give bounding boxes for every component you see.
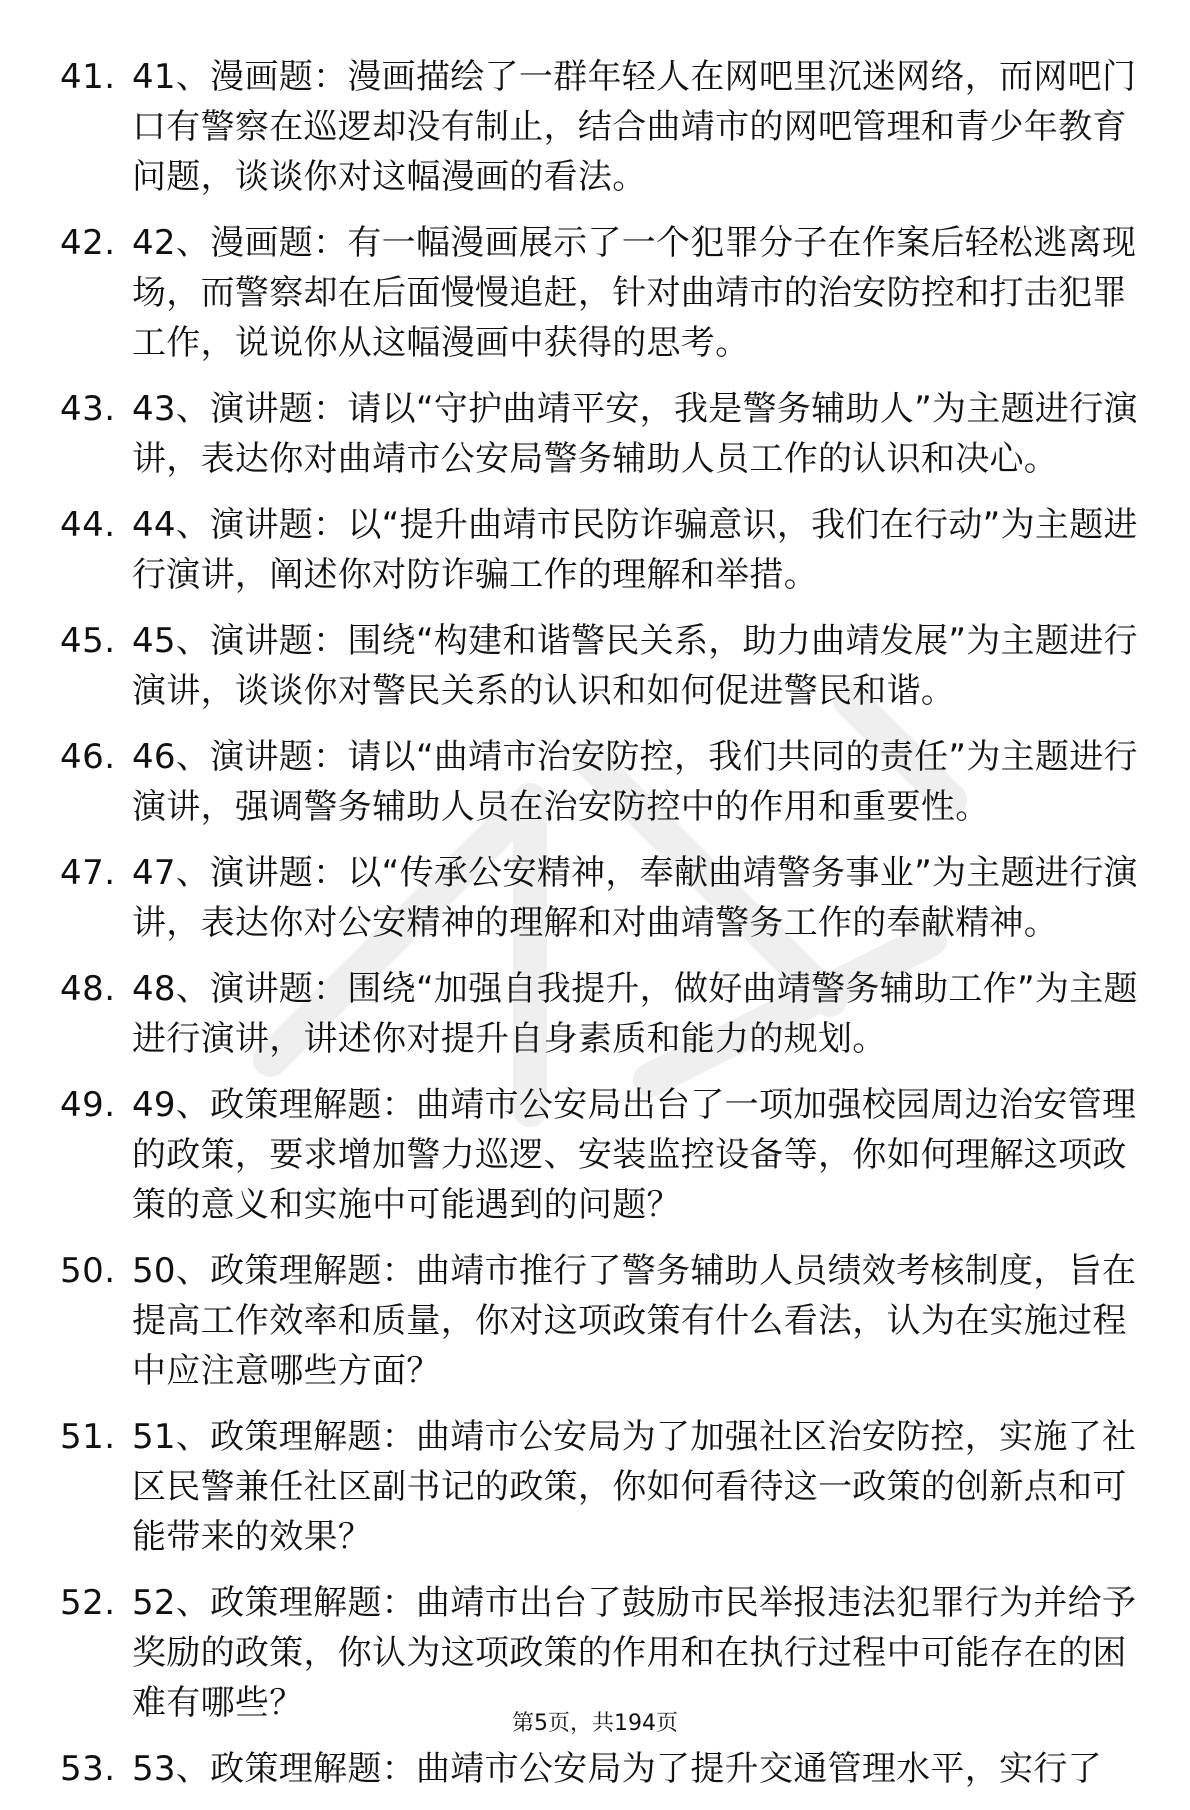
question-number: 53. [60, 1749, 116, 1789]
list-item [60, 1412, 1160, 1562]
list-item [60, 500, 1160, 600]
question-number: 52. [60, 1583, 116, 1623]
question-number: 41. [60, 57, 116, 97]
question-number: 51. [60, 1417, 116, 1457]
question-text: 45、演讲题：围绕“构建和谐警民关系，助力曲靖发展”为主题进行演讲，谈谈你对警民关系的认识和如何促进警民和谐。 [132, 621, 1138, 711]
question-list [60, 52, 1160, 1810]
question-text: 46、演讲题：请以“曲靖市治安防控，我们共同的责任”为主题进行演讲，强调警务辅助人员在治安防控中的作用和重要性。 [132, 737, 1138, 827]
question-number: 43. [60, 389, 116, 429]
question-number: 42. [60, 223, 116, 263]
question-text: 52、政策理解题：曲靖市出台了鼓励市民举报违法犯罪行为并给予奖励的政策，你认为这项政策的作用和在执行过程中可能存在的困难有哪些？ [132, 1583, 1137, 1723]
question-number: 48. [60, 969, 116, 1009]
list-item [60, 732, 1160, 832]
list-item [60, 218, 1160, 368]
list-item [60, 1246, 1160, 1396]
list-item [60, 616, 1160, 716]
list-item [60, 384, 1160, 484]
list-item [60, 1080, 1160, 1230]
question-text: 47、演讲题：以“传承公安精神，奉献曲靖警务事业”为主题进行演讲，表达你对公安精神的理解和对曲靖警务工作的奉献精神。 [132, 853, 1138, 943]
question-number: 47. [60, 853, 116, 893]
question-text: 41、漫画题：漫画描绘了一群年轻人在网吧里沉迷网络，而网吧门口有警察在巡逻却没有制止，结合曲靖市的网吧管理和青少年教育问题，谈谈你对这幅漫画的看法。 [132, 57, 1137, 197]
question-text: 49、政策理解题：曲靖市公安局出台了一项加强校园周边治安管理的政策，要求增加警力巡逻、安装监控设备等，你如何理解这项政策的意义和实施中可能遇到的问题？ [132, 1085, 1137, 1225]
question-number: 46. [60, 737, 116, 777]
question-text: 43、演讲题：请以“守护曲靖平安，我是警务辅助人”为主题进行演讲，表达你对曲靖市公安局警务辅助人员工作的认识和决心。 [132, 389, 1138, 479]
question-text: 51、政策理解题：曲靖市公安局为了加强社区治安防控，实施了社区民警兼任社区副书记的政策，你如何看待这一政策的创新点和可能带来的效果？ [132, 1417, 1137, 1557]
list-item [60, 964, 1160, 1064]
list-item [60, 1744, 1160, 1794]
question-text: 44、演讲题：以“提升曲靖市民防诈骗意识，我们在行动”为主题进行演讲，阐述你对防诈骗工作的理解和举措。 [132, 505, 1138, 595]
question-text: 50、政策理解题：曲靖市推行了警务辅助人员绩效考核制度，旨在提高工作效率和质量，你对这项政策有什么看法，认为在实施过程中应注意哪些方面？ [132, 1251, 1137, 1391]
list-item [60, 1578, 1160, 1728]
question-number: 50. [60, 1251, 116, 1291]
question-number: 44. [60, 505, 116, 545]
list-item [60, 52, 1160, 202]
question-text: 42、漫画题：有一幅漫画展示了一个犯罪分子在作案后轻松逃离现场，而警察却在后面慢慢追赶，针对曲靖市的治安防控和打击犯罪工作，说说你从这幅漫画中获得的思考。 [132, 223, 1137, 363]
question-text: 48、演讲题：围绕“加强自我提升，做好曲靖警务辅助工作”为主题进行演讲，讲述你对提升自身素质和能力的规划。 [132, 969, 1138, 1059]
list-item [60, 848, 1160, 948]
question-text: 53、政策理解题：曲靖市公安局为了提升交通管理水平，实行了 [132, 1749, 1102, 1789]
question-number: 49. [60, 1085, 116, 1125]
page-footer: 第5页，共194页 [512, 1711, 678, 1736]
question-number: 45. [60, 621, 116, 661]
